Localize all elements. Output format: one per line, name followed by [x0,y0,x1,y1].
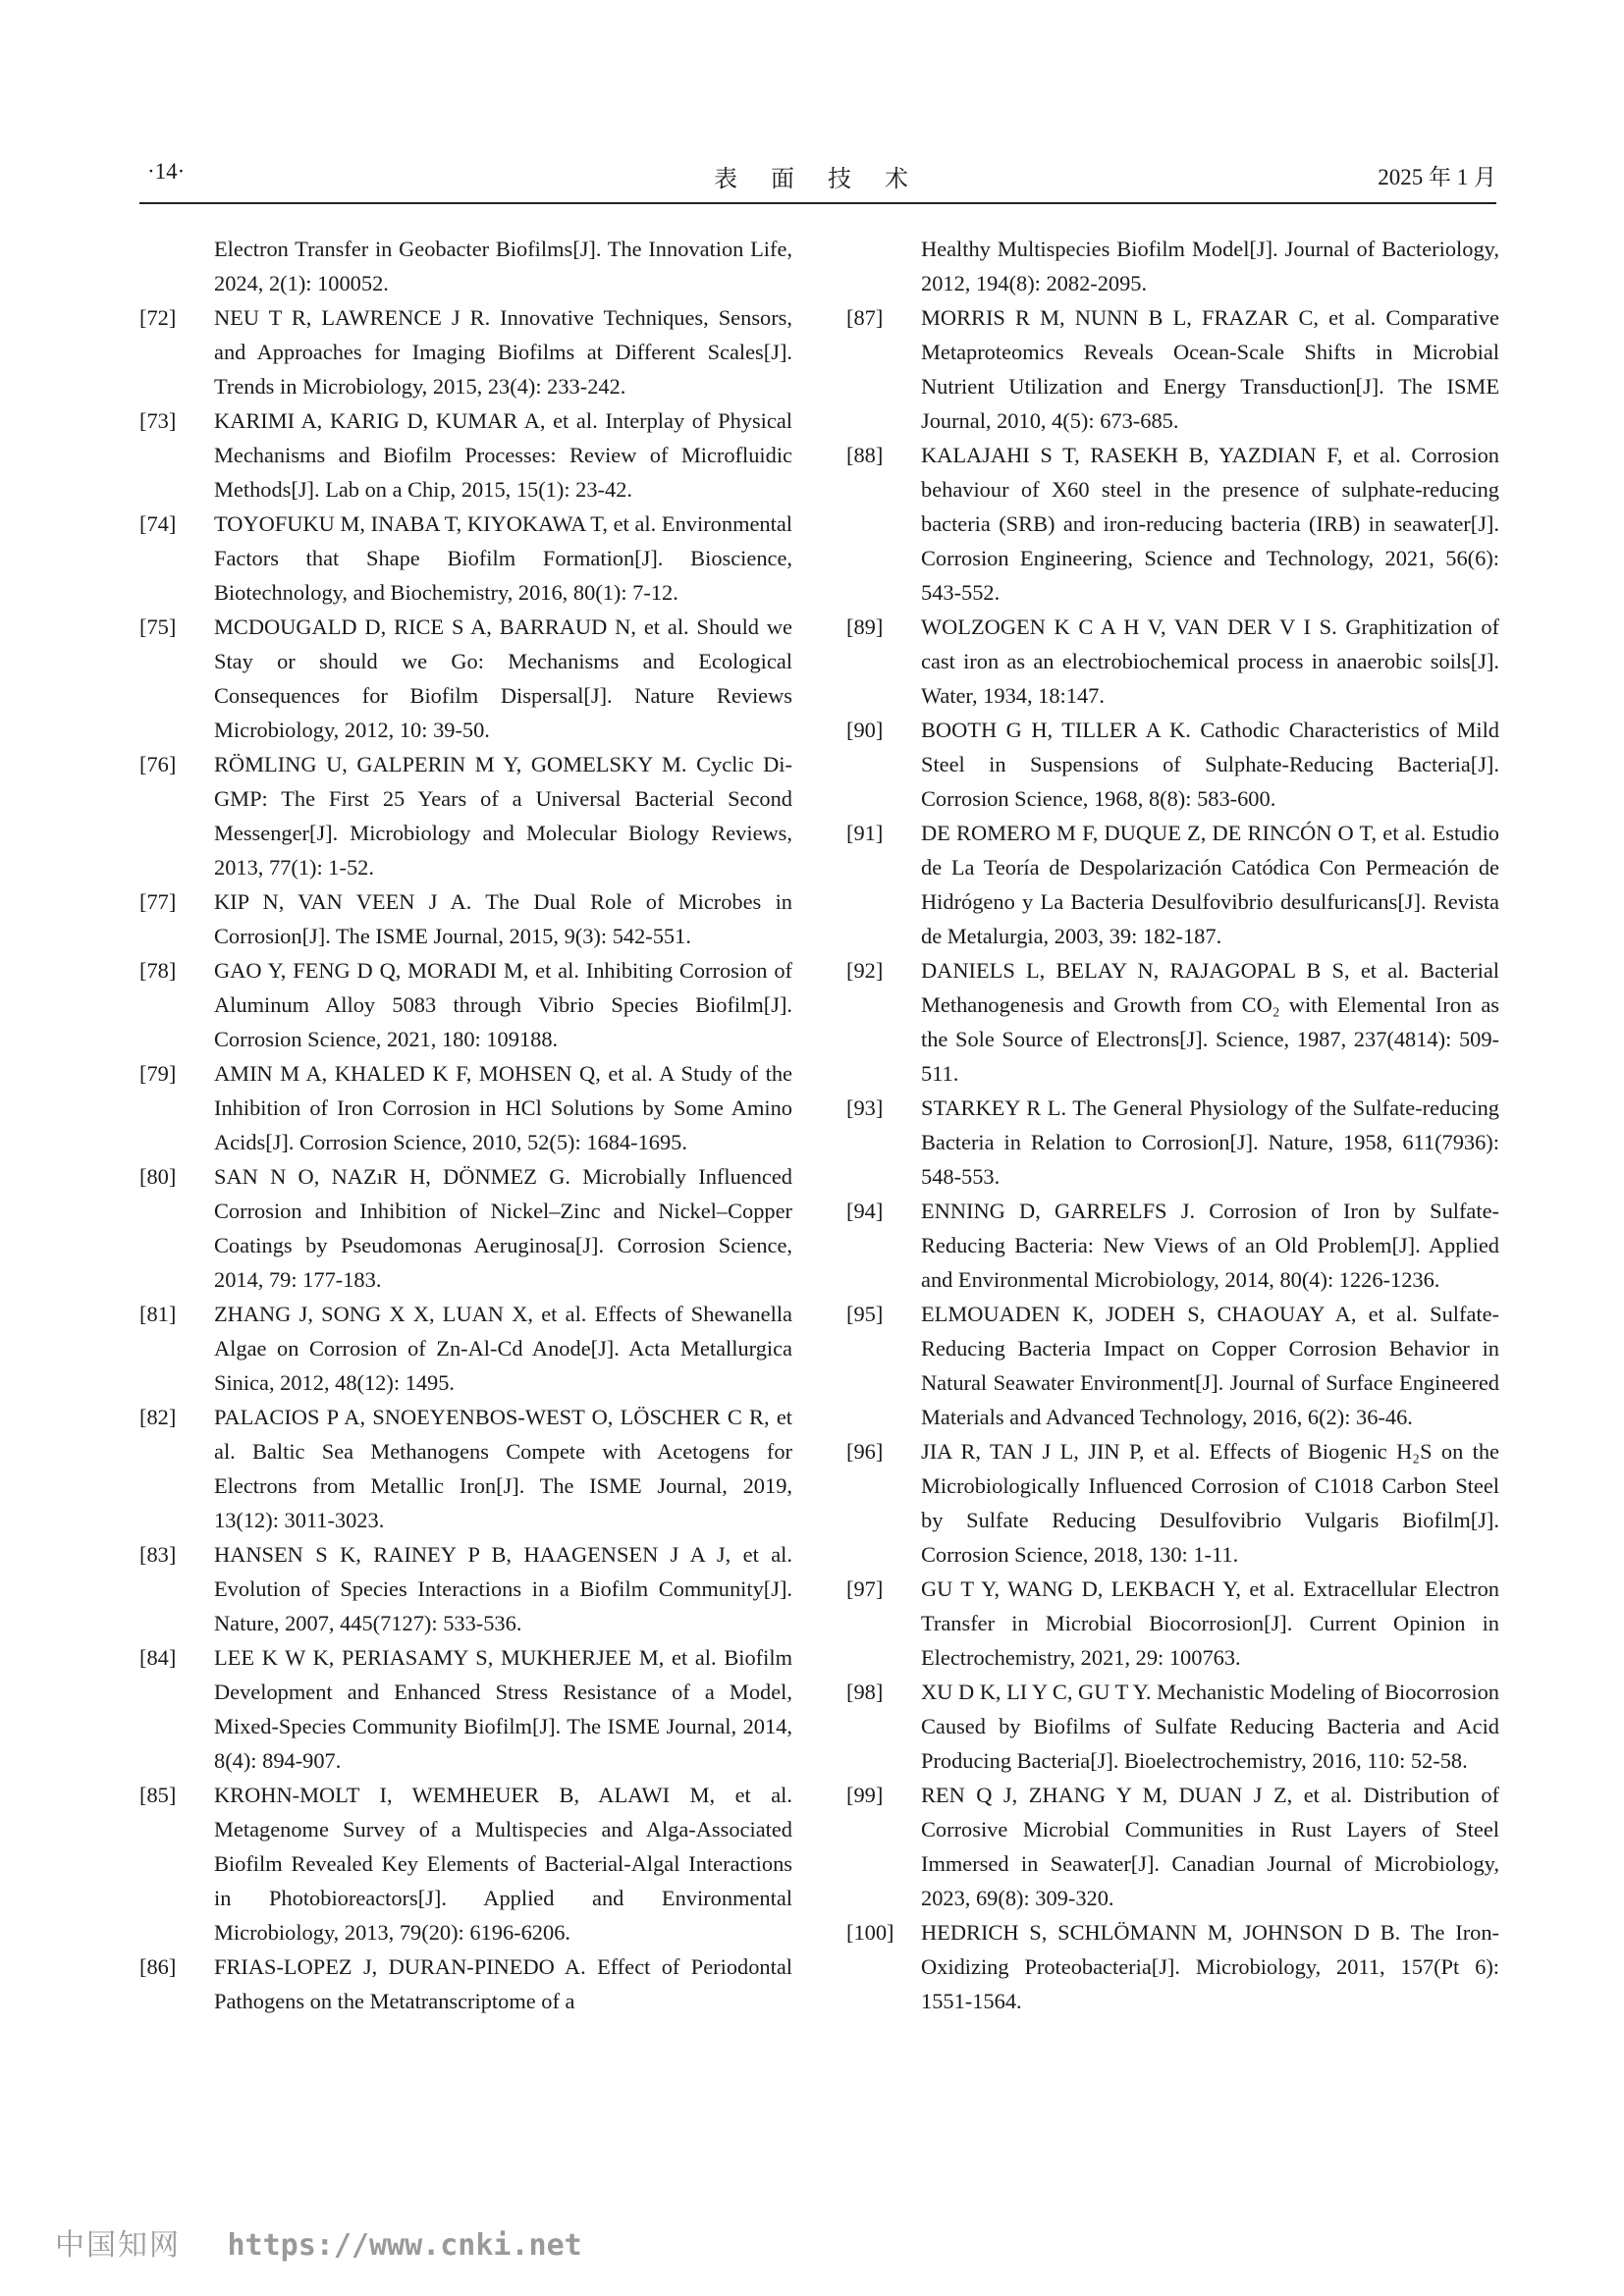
reference-text: ELMOUADEN K, JODEH S, CHAOUAY A, et al. Sulfate-Reducing Bacteria Impact on Copper Corrosion Behavior in Natural Seawater Environment[J]. Journal of Surface Engineered Materials and Advanced Technology, 2016, 6(2): 36-46. [921,1302,1499,1429]
reference-item [846,816,1499,953]
left-column [139,232,792,2018]
reference-number: [79] [139,1061,177,1086]
reference-continuation: Healthy Multispecies Biofilm Model[J]. Journal of Bacteriology, 2012, 194(8): 2082-2095. [921,237,1499,295]
reference-text: HEDRICH S, SCHLÖMANN M, JOHNSON D B. The Iron-Oxidizing Proteobacteria[J]. Microbiology, 2011, 157(Pt 6): 1551-1564. [921,1920,1499,2013]
reference-text: NEU T R, LAWRENCE J R. Innovative Techniques, Sensors, and Approaches for Imaging Biofilms at Different Scales[J]. Trends in Microbiology, 2015, 23(4): 233-242. [214,305,792,399]
reference-text: LEE K W K, PERIASAMY S, MUKHERJEE M, et al. Biofilm Development and Enhanced Stress Resistance of a Model, Mixed-Species Community Biofilm[J]. The ISME Journal, 2014, 8(4): 894-907. [214,1645,792,1773]
reference-number: [94] [846,1199,884,1223]
reference-number: [85] [139,1783,177,1807]
reference-number: [73] [139,408,177,433]
reference-item [846,1194,1499,1297]
reference-item [139,507,792,610]
reference-text: DANIELS L, BELAY N, RAJAGOPAL B S, et al. Bacterial Methanogenesis and Growth from CO₂ with Elemental Iron as the Sole Source of Electrons[J]. Science, 1987, 237(4814): 509-511. [921,958,1499,1086]
reference-number: [88] [846,443,884,467]
reference-item [139,1640,792,1778]
reference-number: [96] [846,1439,884,1464]
reference-number: [91] [846,821,884,845]
watermark [55,2220,582,2264]
reference-text: GAO Y, FENG D Q, MORADI M, et al. Inhibiting Corrosion of Aluminum Alloy 5083 through Vibrio Species Biofilm[J]. Corrosion Science, 2021, 180: 109188. [214,958,792,1051]
watermark-brand: 中国知网 [55,2228,181,2263]
reference-number: [97] [846,1576,884,1601]
reference-item [139,1056,792,1159]
reference-text: FRIAS-LOPEZ J, DURAN-PINEDO A. Effect of Periodontal Pathogens on the Metatranscriptome of a [214,1954,792,2013]
reference-item [139,403,792,507]
reference-number: [92] [846,958,884,983]
reference-text: SAN N O, NAZıR H, DÖNMEZ G. Microbially Influenced Corrosion and Inhibition of Nickel–Zinc and Nickel–Copper Coatings by Pseudomonas Aeruginosa[J]. Corrosion Science, 2014, 79: 177-183. [214,1164,792,1292]
reference-text: REN Q J, ZHANG Y M, DUAN J Z, et al. Distribution of Corrosive Microbial Communities in Rust Layers of Steel Immersed in Seawater[J]. Canadian Journal of Microbiology, 2023, 69(8): 309-320. [921,1783,1499,1910]
reference-text: BOOTH G H, TILLER A K. Cathodic Characteristics of Mild Steel in Suspensions of Sulphate-Reducing Bacteria[J]. Corrosion Science, 1968, 8(8): 583-600. [921,718,1499,811]
reference-text: STARKEY R L. The General Physiology of the Sulfate-reducing Bacteria in Relation to Corrosion[J]. Nature, 1958, 611(7936): 548-553. [921,1095,1499,1189]
reference-text: RÖMLING U, GALPERIN M Y, GOMELSKY M. Cyclic Di-GMP: The First 25 Years of a Universal Bacterial Second Messenger[J]. Microbiology and Molecular Biology Reviews, 2013, 77(1): 1-52. [214,752,792,880]
watermark-url: https://www.cnki.net [227,2228,582,2263]
reference-number: [100] [846,1920,894,1945]
reference-list-left [139,300,792,2018]
reference-text: DE ROMERO M F, DUQUE Z, DE RINCÓN O T, et al. Estudio de La Teoría de Despolarización Catódica Con Permeación de Hidrógeno y La Bacteria Desulfovibrio desulfuricans[J]. Revista de Metalurgia, 2003, 39: 182-187. [921,821,1499,948]
reference-text: KARIMI A, KARIG D, KUMAR A, et al. Interplay of Physical Mechanisms and Biofilm Processes: Review of Microfluidic Methods[J]. Lab on a Chip, 2015, 15(1): 23-42. [214,408,792,502]
reference-item [846,1572,1499,1675]
reference-number: [78] [139,958,177,983]
reference-item [846,300,1499,438]
reference-number: [93] [846,1095,884,1120]
reference-text: XU D K, LI Y C, GU T Y. Mechanistic Modeling of Biocorrosion Caused by Biofilms of Sulfate Reducing Bacteria and Acid Producing Bacteria[J]. Bioelectrochemistry, 2016, 110: 52-58. [921,1680,1499,1773]
reference-item [846,438,1499,610]
reference-number: [72] [139,305,177,330]
page-header [139,155,1496,204]
reference-item [139,1159,792,1297]
reference-text: TOYOFUKU M, INABA T, KIYOKAWA T, et al. Environmental Factors that Shape Biofilm Formation[J]. Bioscience, Biotechnology, and Biochemistry, 2016, 80(1): 7-12. [214,511,792,605]
reference-item [139,610,792,747]
reference-number: [74] [139,511,177,536]
reference-text: KIP N, VAN VEEN J A. The Dual Role of Microbes in Corrosion[J]. The ISME Journal, 2015, 9(3): 542-551. [214,889,792,948]
reference-number: [81] [139,1302,177,1326]
reference-text: KROHN-MOLT I, WEMHEUER B, ALAWI M, et al. Metagenome Survey of a Multispecies and Alga-Associated Biofilm Revealed Key Elements of Bacterial-Algal Interactions in Photobioreactors[J]. Applied and Environmental Microbiology, 2013, 79(20): 6196-6206. [214,1783,792,1945]
reference-number: [89] [846,614,884,639]
reference-number: [98] [846,1680,884,1704]
right-column [846,232,1499,2018]
reference-text: WOLZOGEN K C A H V, VAN DER V I S. Graphitization of cast iron as an electrobiochemical process in anaerobic soils[J]. Water, 1934, 18:147. [921,614,1499,708]
reference-item [846,1091,1499,1194]
reference-item [846,1778,1499,1915]
reference-item [846,1675,1499,1778]
reference-text: GU T Y, WANG D, LEKBACH Y, et al. Extracellular Electron Transfer in Microbial Biocorrosion[J]. Current Opinion in Electrochemistry, 2021, 29: 100763. [921,1576,1499,1670]
reference-item [846,1297,1499,1434]
reference-text: ZHANG J, SONG X X, LUAN X, et al. Effects of Shewanella Algae on Corrosion of Zn-Al-Cd Anode[J]. Acta Metallurgica Sinica, 2012, 48(12): 1495. [214,1302,792,1395]
reference-text: HANSEN S K, RAINEY P B, HAAGENSEN J A J, et al. Evolution of Species Interactions in a Biofilm Community[J]. Nature, 2007, 445(7127): 533-536. [214,1542,792,1635]
reference-item [139,1778,792,1949]
reference-list-right [846,300,1499,2018]
issue-date: 2025 年 1 月 [1378,165,1496,189]
reference-text: MCDOUGALD D, RICE S A, BARRAUD N, et al. Should we Stay or should we Go: Mechanisms and Ecological Consequences for Biofilm Dispersal[J]. Nature Reviews Microbiology, 2012, 10: 39-50. [214,614,792,742]
reference-number: [76] [139,752,177,776]
page-number: ·14· [147,159,186,184]
reference-item [139,884,792,953]
reference-number: [77] [139,889,177,914]
reference-item [139,300,792,403]
reference-item [139,953,792,1056]
reference-item [139,1949,792,2018]
reference-text: AMIN M A, KHALED K F, MOHSEN Q, et al. A Study of the Inhibition of Iron Corrosion in HCl Solutions by Some Amino Acids[J]. Corrosion Science, 2010, 52(5): 1684-1695. [214,1061,792,1154]
journal-title: 表 面 技 术 [714,167,922,192]
reference-item [846,713,1499,816]
reference-number: [80] [139,1164,177,1189]
reference-number: [84] [139,1645,177,1670]
reference-number: [86] [139,1954,177,1979]
reference-number: [82] [139,1405,177,1429]
reference-item [846,1915,1499,2018]
reference-item [846,610,1499,713]
reference-number: [75] [139,614,177,639]
reference-number: [83] [139,1542,177,1567]
reference-item [139,747,792,884]
reference-number: [95] [846,1302,884,1326]
reference-text: PALACIOS P A, SNOEYENBOS-WEST O, LÖSCHER C R, et al. Baltic Sea Methanogens Compete with Acetogens for Electrons from Metallic Iron[J]. The ISME Journal, 2019, 13(12): 3011-3023. [214,1405,792,1532]
reference-item [846,1434,1499,1572]
reference-text: ENNING D, GARRELFS J. Corrosion of Iron by Sulfate-Reducing Bacteria: New Views of an Old Problem[J]. Applied and Environmental Microbiology, 2014, 80(4): 1226-1236. [921,1199,1499,1292]
reference-item [139,1297,792,1400]
reference-number: [90] [846,718,884,742]
reference-text: MORRIS R M, NUNN B L, FRAZAR C, et al. Comparative Metaproteomics Reveals Ocean-Scale Shifts in Microbial Nutrient Utilization and Energy Transduction[J]. The ISME Journal, 2010, 4(5): 673-685. [921,305,1499,433]
reference-item [846,953,1499,1091]
reference-number: [87] [846,305,884,330]
reference-number: [99] [846,1783,884,1807]
reference-text: JIA R, TAN J L, JIN P, et al. Effects of Biogenic H₂S on the Microbiologically Influenced Corrosion of C1018 Carbon Steel by Sulfate Reducing Desulfovibrio Vulgaris Biofilm[J]. Corrosion Science, 2018, 130: 1-11. [921,1439,1499,1567]
reference-continuation: Electron Transfer in Geobacter Biofilms[J]. The Innovation Life, 2024, 2(1): 100052. [214,237,792,295]
reference-text: KALAJAHI S T, RASEKH B, YAZDIAN F, et al. Corrosion behaviour of X60 steel in the presence of sulphate-reducing bacteria (SRB) and iron-reducing bacteria (IRB) in seawater[J]. Corrosion Engineering, Science and Technology, 2021, 56(6): 543-552. [921,443,1499,605]
reference-item [139,1537,792,1640]
reference-item [139,1400,792,1537]
